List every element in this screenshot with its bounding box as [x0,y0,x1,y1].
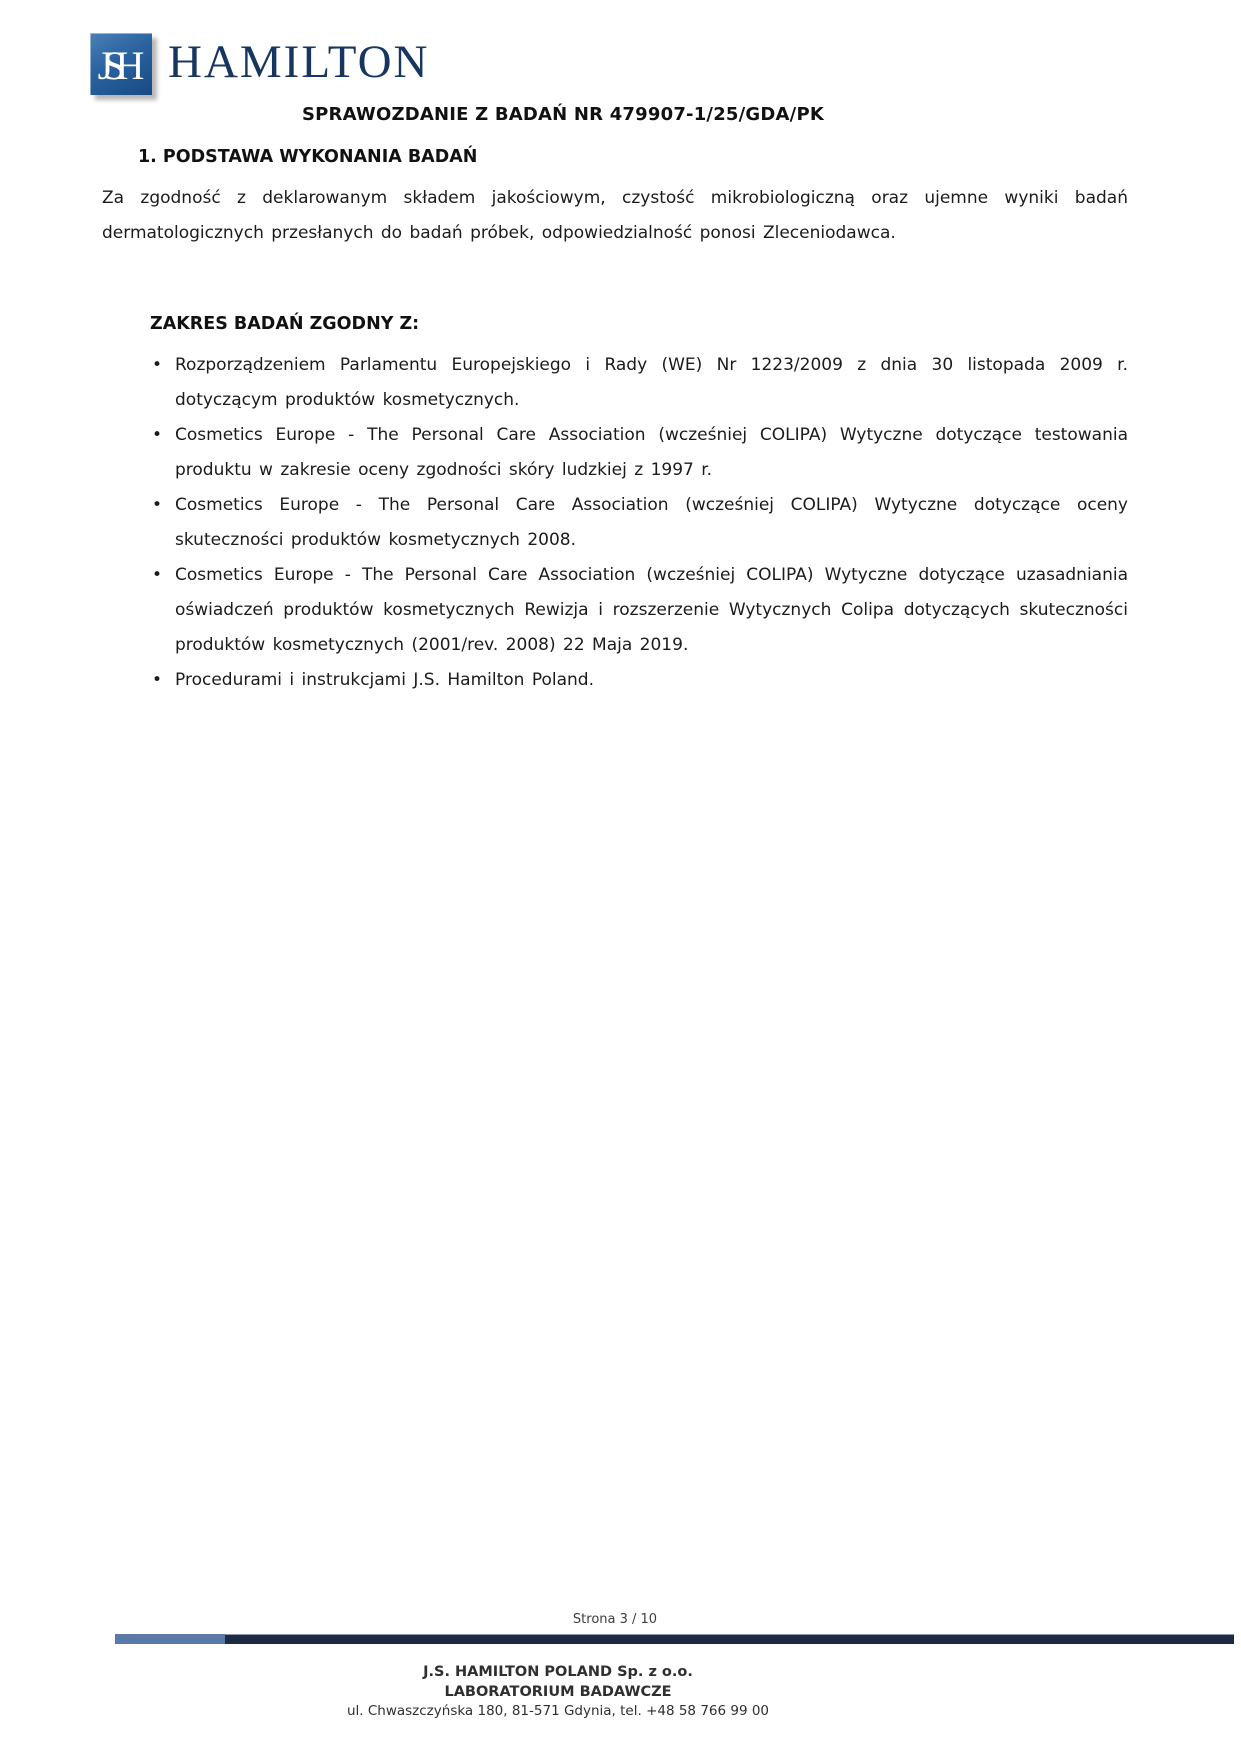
scope-list [150,348,1128,698]
bullet-icon: • [152,495,163,515]
bullet-icon: • [152,355,163,375]
list-item-text: Procedurami i instrukcjami J.S. Hamilton Poland. [175,670,594,690]
footer-divider-bar [115,1634,1234,1644]
jsh-logo-icon [90,33,152,95]
footer-address: ul. Chwaszczyńska 180, 81-571 Gdynia, tel. +48 58 766 99 00 [346,1703,770,1719]
scope-heading: ZAKRES BADAŃ ZGODNY Z: [150,314,420,334]
section1-heading: 1. PODSTAWA WYKONANIA BADAŃ [138,147,478,167]
bullet-icon: • [152,425,163,445]
bullet-icon: • [152,670,163,690]
bullet-icon: • [152,565,163,585]
footer-bar-light-segment [115,1634,225,1644]
page-number: Strona 3 / 10 [572,1612,658,1627]
report-title: SPRAWOZDANIE Z BADAŃ NR 479907-1/25/GDA/PK [301,104,824,125]
list-item [150,348,1128,418]
brand-name: HAMILTON [168,35,430,88]
list-item [150,488,1128,558]
list-item-text: Rozporządzeniem Parlamentu Europejskiego i Rady (WE) Nr 1223/2009 z dnia 30 listopada 2009 r. dotyczącym produktów kosmetycznych. [175,355,1128,410]
list-item-text: Cosmetics Europe - The Personal Care Association (wcześniej COLIPA) Wytyczne dotyczące testowania produktu w zakresie oceny zgodności skóry ludzkiej z 1997 r. [175,425,1128,480]
footer-laboratory-name: LABORATORIUM BADAWCZE [444,1684,672,1700]
company-logo [90,33,429,95]
list-item-text: Cosmetics Europe - The Personal Care Association (wcześniej COLIPA) Wytyczne dotyczące uzasadniania oświadczeń produktów kosmetycznych Rewizja i rozszerzenie Wytycznych Colipa dotyczących skuteczności produktów kosmetycznych (2001/rev. 2008) 22 Maja 2019. [175,565,1128,655]
footer-company-name: J.S. HAMILTON POLAND Sp. z o.o. [423,1664,693,1680]
footer-bar-dark-segment [225,1634,1234,1644]
list-item [150,663,1128,698]
list-item [150,418,1128,488]
list-item [150,558,1128,663]
logo-monogram: JSH [97,43,135,88]
list-item-text: Cosmetics Europe - The Personal Care Association (wcześniej COLIPA) Wytyczne dotyczące oceny skuteczności produktów kosmetycznych 2008. [175,495,1128,550]
section1-paragraph: Za zgodność z deklarowanym składem jakościowym, czystość mikrobiologiczną oraz ujemne wyniki badań dermatologicznych przesłanych do badań próbek, odpowiedzialność ponosi Zleceniodawca. [102,188,1128,243]
